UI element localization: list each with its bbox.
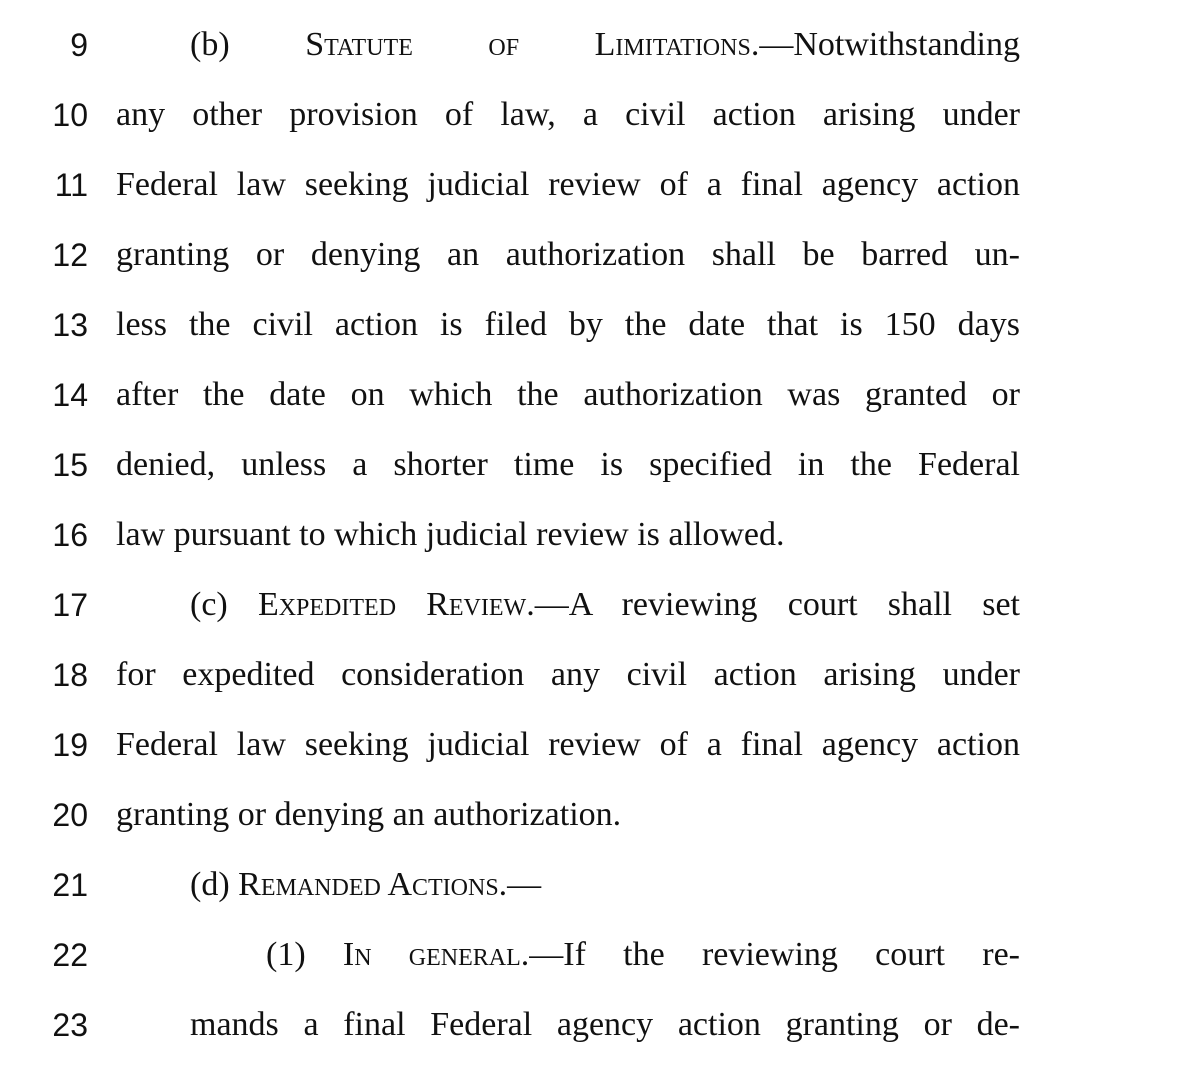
line-13 xyxy=(0,290,1200,360)
line-17 xyxy=(0,570,1200,640)
line-12 xyxy=(0,220,1200,290)
line-23 xyxy=(0,990,1200,1060)
line-text xyxy=(190,20,1020,70)
paragraph-enumerator: (1) xyxy=(266,936,343,973)
subsection-heading: Statute of Limitations xyxy=(305,26,751,63)
line-text: for expedited consideration any civil action arising under xyxy=(116,656,1020,693)
line-text-rest: .—Notwithstanding xyxy=(750,26,1020,63)
line-22 xyxy=(0,920,1200,990)
line-text: mands a final Federal agency action granting or de- xyxy=(190,1006,1020,1043)
line-number: 21 xyxy=(52,867,88,903)
line-number: 13 xyxy=(52,307,88,343)
line-text xyxy=(190,580,1020,630)
line-10 xyxy=(0,80,1200,150)
subsection-enumerator: (c) xyxy=(190,586,258,623)
line-21 xyxy=(0,850,1200,920)
line-number: 15 xyxy=(52,447,88,483)
subsection-heading: Expedited Review xyxy=(257,586,527,623)
line-text xyxy=(266,930,1020,980)
line-text-rest: .—If the reviewing court re- xyxy=(520,936,1020,973)
line-9 xyxy=(0,10,1200,80)
line-text: less the civil action is filed by the date that is 150 days xyxy=(116,306,1020,343)
line-15 xyxy=(0,430,1200,500)
line-number: 16 xyxy=(52,517,88,553)
line-number: 18 xyxy=(52,657,88,693)
paragraph-heading: In general xyxy=(342,936,521,973)
line-text: granting or denying an authorization. xyxy=(116,796,622,833)
line-number: 9 xyxy=(70,27,88,63)
line-text xyxy=(190,860,1020,910)
line-19 xyxy=(0,710,1200,780)
line-number: 17 xyxy=(52,587,88,623)
line-text-rest: .—A reviewing court shall set xyxy=(526,586,1020,623)
subsection-enumerator: (b) xyxy=(190,26,306,63)
subsection-enumerator: (d) xyxy=(190,866,239,903)
line-20 xyxy=(0,780,1200,850)
line-number: 10 xyxy=(52,97,88,133)
line-number: 12 xyxy=(52,237,88,273)
line-text: Federal law seeking judicial review of a final agency action xyxy=(116,166,1020,203)
line-text: law pursuant to which judicial review is allowed. xyxy=(116,516,785,553)
line-number: 20 xyxy=(52,797,88,833)
line-text: any other provision of law, a civil action arising under xyxy=(116,96,1020,133)
line-text: denied, unless a shorter time is specified in the Federal xyxy=(116,446,1020,483)
line-number: 14 xyxy=(52,377,88,413)
line-18 xyxy=(0,640,1200,710)
line-16 xyxy=(0,500,1200,570)
line-number: 22 xyxy=(52,937,88,973)
line-text-rest: .— xyxy=(498,866,542,903)
line-11 xyxy=(0,150,1200,220)
line-number: 19 xyxy=(52,727,88,763)
line-14 xyxy=(0,360,1200,430)
line-text: after the date on which the authorization was granted or xyxy=(116,376,1020,413)
line-text: granting or denying an authorization shall be barred un- xyxy=(116,236,1020,273)
subsection-heading: Remanded Actions xyxy=(238,866,499,903)
line-number: 23 xyxy=(52,1007,88,1043)
line-text: Federal law seeking judicial review of a final agency action xyxy=(116,726,1020,763)
line-number: 11 xyxy=(54,167,88,203)
